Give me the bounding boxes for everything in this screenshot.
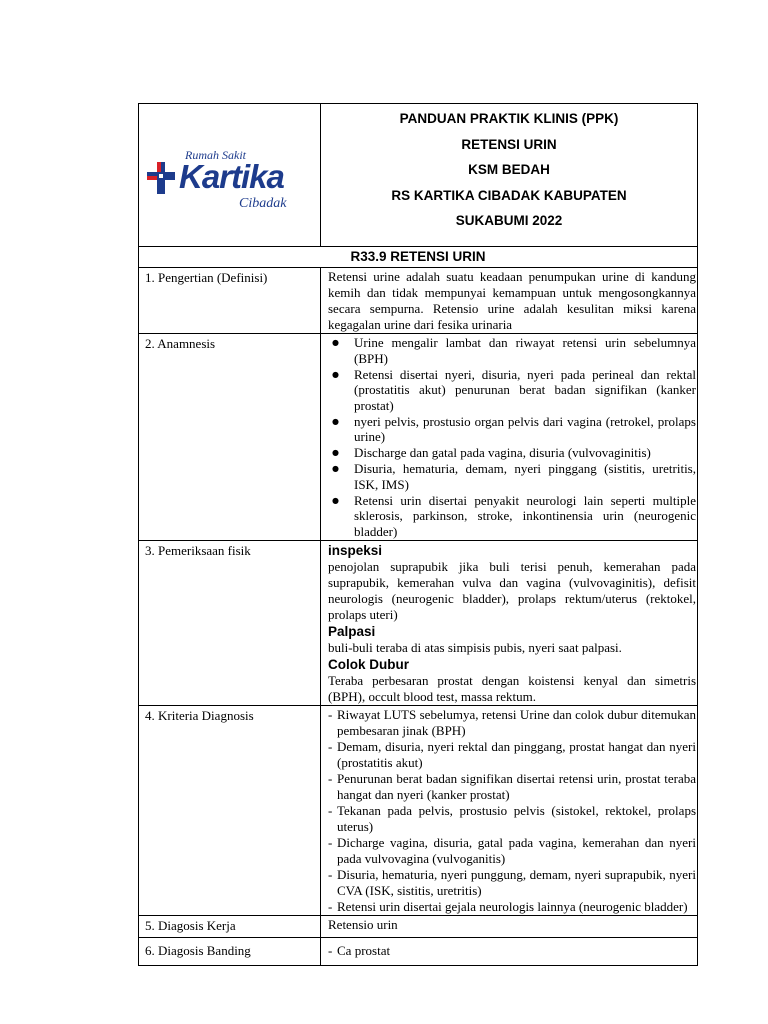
list-item: - Penurunan berat badan signifikan disertai retensi urin, prostat teraba hangat dan nyeri (kanker prostat) [328, 771, 696, 803]
inspeksi-heading: inspeksi [328, 542, 383, 558]
cross-icon [147, 160, 177, 196]
ppk-table [138, 103, 698, 966]
kriteria-list [328, 707, 696, 915]
content-diagnosis-banding [321, 937, 698, 965]
inspeksi-text: penojolan suprapubik jika buli terisi penuh, kemerahan pada suprapubik, kemerahan vulva dan vagina (vulvovaginitis), defisit neurologis (neurogenic bladder), prolaps rektum/uterus (rektokel, prolaps uteri) [328, 558, 696, 622]
label-diagnosis-banding: 6. Diagosis Banding [139, 937, 321, 965]
logo-location: Cibadak [239, 196, 287, 211]
list-item: - Demam, disuria, nyeri rektal dan pinggang, prostat hangat dan nyeri (prostatitis akut) [328, 739, 696, 771]
label-pemeriksaan: 3. Pemeriksaan fisik [139, 540, 321, 705]
label-diagnosis-kerja: 5. Diagosis Kerja [139, 915, 321, 937]
list-item: - Ca prostat [328, 943, 696, 959]
list-item: - Disuria, hematuria, nyeri punggung, demam, nyeri suprapubik, nyeri CVA (ISK, sistitis, uretritis) [328, 867, 696, 899]
palpasi-heading: Palpasi [328, 623, 376, 639]
row-anamnesis [139, 334, 698, 541]
content-anamnesis [321, 334, 698, 541]
colok-dubur-heading: Colok Dubur [328, 656, 409, 672]
list-item: ● nyeri pelvis, prostusio organ pelvis dari vagina (retrokel, prolaps urine) [328, 414, 696, 445]
title-cell [321, 104, 698, 247]
colok-dubur-text: Teraba perbesaran prostat dengan koistensi kenyal dan simetris (BPH), occult blood test, massa rektum. [328, 672, 696, 704]
list-item: - Tekanan pada pelvis, prostusio pelvis (sistokel, rektokel, prolaps uterus) [328, 803, 696, 835]
palpasi-text: buli-buli teraba di atas simpisis pubis, nyeri saat palpasi. [328, 639, 622, 655]
title-line-1: PANDUAN PRAKTIK KLINIS (PPK) [399, 111, 619, 126]
label-kriteria: 4. Kriteria Diagnosis [139, 705, 321, 915]
logo-line1: Rumah Sakit [185, 148, 246, 162]
label-anamnesis: 2. Anamnesis [139, 334, 321, 541]
list-item: ● Retensi disertai nyeri, disuria, nyeri pada perineal dan rektal (prostatitis akut) penurunan berat badan signifikan (kanker prostat) [328, 367, 696, 414]
title-line-4: RS KARTIKA CIBADAK KABUPATEN [391, 187, 627, 203]
label-pengertian: 1. Pengertian (Definisi) [139, 268, 321, 334]
title-line-3: KSM BEDAH [468, 162, 550, 177]
logo-cell [139, 104, 321, 247]
hospital-logo [147, 148, 312, 214]
diagnosis-banding-list [328, 943, 696, 959]
pengertian-text: Retensi urine adalah suatu keadaan penumpukan urine di kandung kemih dan tidak mempunyai kemampuan untuk mengosongkannya secara sempurna. Retensio urine adalah kesulitan miksi karena kegagalan urine dari fesika urinaria [328, 269, 696, 332]
header-row [139, 104, 698, 247]
row-diagnosis-kerja [139, 915, 698, 937]
content-diagnosis-kerja [321, 915, 698, 937]
list-item: ● Disuria, hematuria, demam, nyeri pinggang (sistitis, uretritis, ISK, IMS) [328, 461, 696, 492]
list-item: ● Discharge dan gatal pada vagina, disuria (vulvovaginitis) [328, 445, 696, 461]
list-item: - Dicharge vagina, disuria, gatal pada vagina, kemerahan dan nyeri pada vulvovagina (vulvoganitis) [328, 835, 696, 867]
list-item: - Riwayat LUTS sebelumya, retensi Urine dan colok dubur ditemukan pembesaran jinak (BPH) [328, 707, 696, 739]
title-line-2: RETENSI URIN [461, 136, 557, 152]
row-diagnosis-banding [139, 937, 698, 965]
list-item: ● Urine mengalir lambat dan riwayat retensi urin sebelumnya (BPH) [328, 335, 696, 366]
logo-name: Kartika [179, 158, 284, 195]
code-title: R33.9 RETENSI URIN [139, 247, 698, 268]
anamnesis-list [328, 335, 696, 539]
content-pengertian [321, 268, 698, 334]
content-kriteria [321, 705, 698, 915]
row-pengertian [139, 268, 698, 334]
row-pemeriksaan [139, 540, 698, 705]
list-item: ● Retensi urin disertai penyakit neurologi lain seperti multiple sklerosis, parkinson, stroke, inkontinensia urin (neurogenic bladder) [328, 493, 696, 540]
code-row [139, 247, 698, 268]
list-item: - Retensi urin disertai gejala neurologis lainnya (neurogenic bladder) [328, 899, 696, 915]
content-pemeriksaan [321, 540, 698, 705]
row-kriteria [139, 705, 698, 915]
title-line-5: SUKABUMI 2022 [455, 213, 563, 228]
diagnosis-kerja-text: Retensio urin [328, 916, 398, 932]
